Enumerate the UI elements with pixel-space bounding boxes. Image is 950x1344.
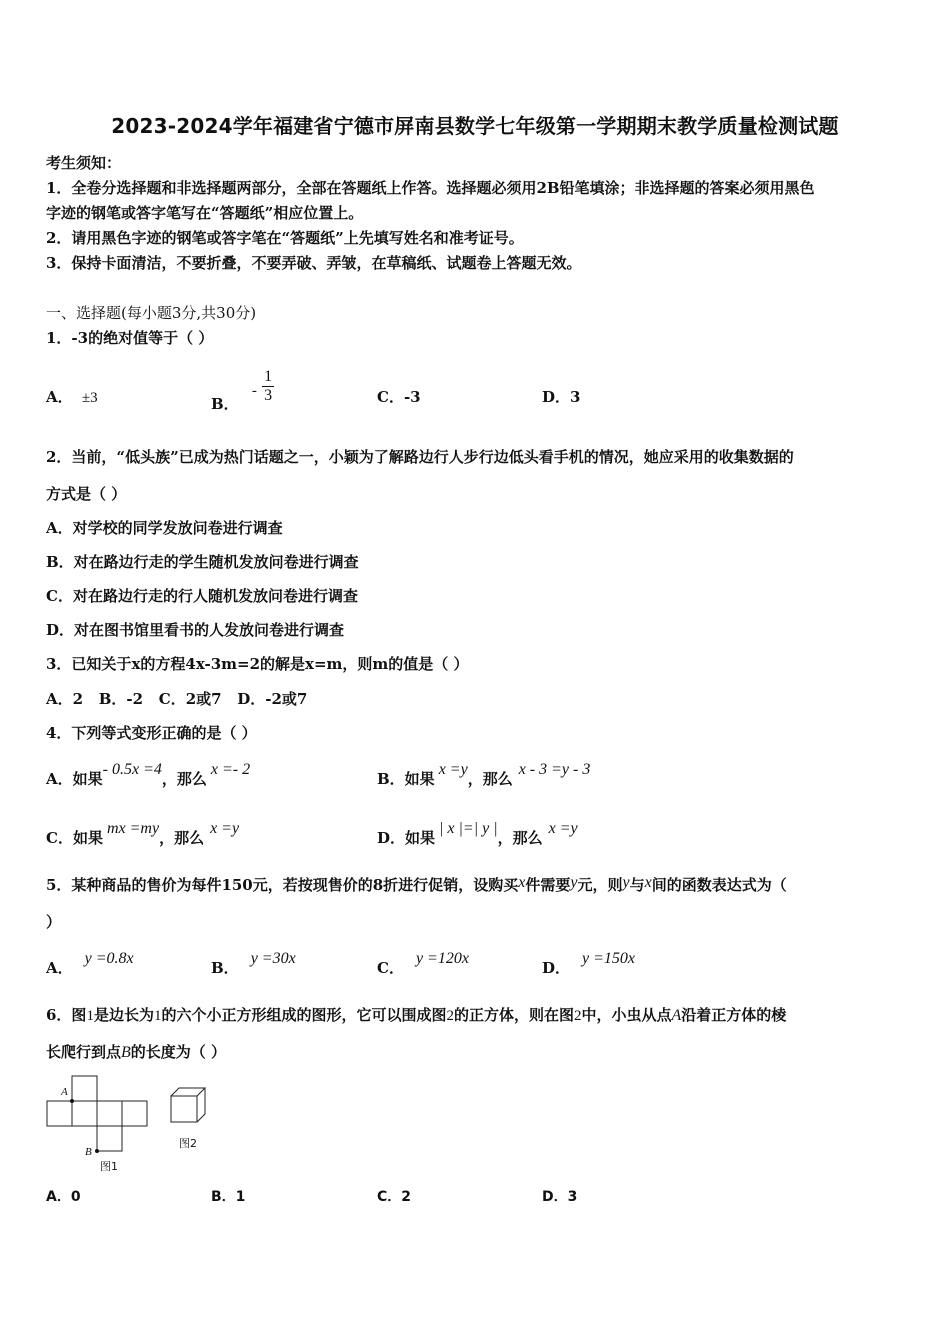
q4-stem: 4．下列等式变形正确的是（ ） [46,724,257,742]
q5-stem-part3: 元，则 [577,876,623,894]
q1-option-b-numerator: 1 [264,368,273,385]
q4-option-a-result: x =- 2 [210,761,251,778]
q6-point-b-ref: B [121,1044,131,1061]
cube-side-edge [197,1088,205,1122]
cube-front-face [171,1096,197,1122]
q4-option-b [377,761,591,789]
net-square-center [72,1101,97,1126]
notice-item-1-cont: 字迹的钢笔或答字笔写在“答题纸”相应位置上。 [46,204,364,222]
q6-stem-line1 [46,1004,786,1025]
q1-option-a-label: A． [46,388,73,406]
q6-stem-part6: 沿着正方体的棱 [681,1006,787,1024]
q5-var-x1: x [518,874,526,891]
point-b-label: B [85,1146,92,1158]
q6-num-1: 1 [86,1008,94,1024]
q6-option-a: A．0 [46,1189,81,1205]
q5-var-y2: y [622,874,630,891]
q1-option-a [46,386,98,407]
q1-option-d: D．3 [542,388,581,406]
q5-stem-part2: 件需要 [525,876,571,894]
q6-stem-part1: 6．图 [46,1006,87,1024]
q1-option-b-label: B． [211,394,239,413]
q4-option-c-result: x =y [210,820,240,837]
section-heading: 一、选择题(每小题3分,共30分) [46,304,257,322]
net-square-top [72,1076,97,1101]
q2-option-a: A．对学校的同学发放问卷进行调查 [46,519,283,537]
point-a-label: A [61,1086,68,1098]
q5-option-b-value: y =30x [250,950,296,967]
q1-stem: 1．-3的绝对值等于（ ） [46,329,214,347]
q5-option-a-label: A． [46,959,73,977]
q5-option-d [542,950,636,978]
q4-option-d-result: x =y [548,820,578,837]
q6-stem-part4: 的正方体，则在图 [453,1006,574,1024]
q4-option-c-then: ，那么 [159,829,205,847]
q3-stem: 3．已知关于x的方程4x-3m=2的解是x=m，则m的值是（ ） [46,655,469,673]
q2-option-d: D．对在图书馆里看书的人发放问卷进行调查 [46,621,345,639]
net-square-left [47,1101,72,1126]
q1-option-a-value: ±3 [81,390,98,406]
q5-option-d-label: D． [542,959,571,977]
q5-option-c [377,950,469,978]
net-square-bottom [97,1126,122,1151]
q6-num-2: 1 [153,1008,162,1024]
net-square-far-right [122,1101,147,1126]
q5-option-a-value: y =0.8x [84,950,134,967]
q4-option-d [377,820,578,848]
cube-figure [168,1086,210,1126]
notice-heading: 考生须知： [46,154,122,172]
net-square-right [97,1101,122,1126]
q6-option-b: B．1 [211,1189,246,1205]
q4-option-b-condition: x =y [438,761,468,778]
notice-item-2: 2．请用黑色字迹的钢笔或答字笔在“答题纸”上先填写姓名和准考证号。 [46,229,524,247]
q5-option-a [46,950,134,978]
q2-option-b: B．对在路边行走的学生随机发放问卷进行调查 [46,553,359,571]
q5-option-b-label: B． [211,959,239,977]
q4-option-a-then: ，那么 [161,770,207,788]
q4-option-d-then: ，那么 [497,829,543,847]
q2-stem-line1: 2．当前，“低头族”已成为热门话题之一，小颖为了解路边行人步行边低头看手机的情况，她应采用的收集数据的 [46,448,794,466]
q6-point-a-ref: A [671,1007,682,1024]
figure-1-label: 图1 [100,1160,118,1173]
q4-option-d-condition: | x |=| y | [439,820,498,837]
q4-option-c-condition: mx =my [106,820,160,837]
page-title: 2023-2024学年福建省宁德市屏南县数学七年级第一学期期末教学质量检测试题 [111,114,839,138]
q1-option-b-sign: - [251,382,257,399]
q4-option-a [46,761,251,789]
q5-option-b [211,950,296,978]
q6-stem-part2: 是边长为 [93,1006,154,1024]
q6-num-4: 2 [573,1008,582,1024]
q6-stem-line2 [46,1041,226,1062]
notice-item-1: 1．全卷分选择题和非选择题两部分，全部在答题纸上作答。选择题必须用2B铅笔填涂；非选择题的答案必须用黑色 [46,179,815,197]
q5-stem-part1: 5．某种商品的售价为每件150元，若按现售价的8折进行促销，设购买 [46,876,519,894]
q6-stem-part3: 的六个小正方形组成的图形，它可以围成图 [161,1006,447,1024]
point-a-dot [70,1099,74,1103]
q6-stem-part7: 长爬行到点 [46,1043,122,1061]
q1-option-c: C．-3 [377,388,421,406]
q1-option-b [211,368,274,413]
q1-option-b-fraction [262,368,274,405]
q5-stem-part4: 与 [629,876,645,894]
cube-top-edge [171,1088,205,1096]
q4-option-a-condition: - 0.5x =4 [102,761,162,778]
q5-var-x2: x [644,874,652,891]
q2-stem-line2: 方式是（ ） [46,485,127,503]
q5-stem-part5: 间的函数表达式为（ [651,876,787,894]
q6-stem-part5: 中，小虫从点 [581,1006,672,1024]
q2-option-c: C．对在路边行走的行人随机发放问卷进行调查 [46,587,358,605]
notice-item-3: 3．保持卡面清洁，不要折叠，不要弄破、弄皱，在草稿纸、试题卷上答题无效。 [46,254,582,272]
q5-option-c-value: y =120x [415,950,469,967]
q5-stem-line2: ） [46,913,62,931]
q6-stem-part8: 的长度为（ ） [130,1043,227,1061]
point-b-dot [95,1149,99,1153]
q4-option-a-prefix: A．如果 [46,770,103,788]
q4-option-c-prefix: C．如果 [46,829,103,847]
q4-option-b-then: ，那么 [467,770,513,788]
q6-option-d: D．3 [542,1189,578,1205]
q4-option-d-prefix: D．如果 [377,829,436,847]
q6-option-c: C．2 [377,1189,412,1205]
q5-option-c-label: C． [377,959,404,977]
q4-option-c [46,820,240,848]
q3-options: A．2 B．-2 C．2或7 D．-2或7 [46,690,308,708]
q5-stem-line1 [46,874,787,895]
q4-option-b-result: x - 3 =y - 3 [518,761,591,778]
figure-2-label: 图2 [179,1137,197,1150]
q6-num-3: 2 [446,1008,454,1024]
q5-option-d-value: y =150x [582,950,636,967]
q1-option-b-denominator: 3 [264,387,273,404]
q5-var-y1: y [570,874,578,891]
q4-option-b-prefix: B．如果 [377,770,435,788]
